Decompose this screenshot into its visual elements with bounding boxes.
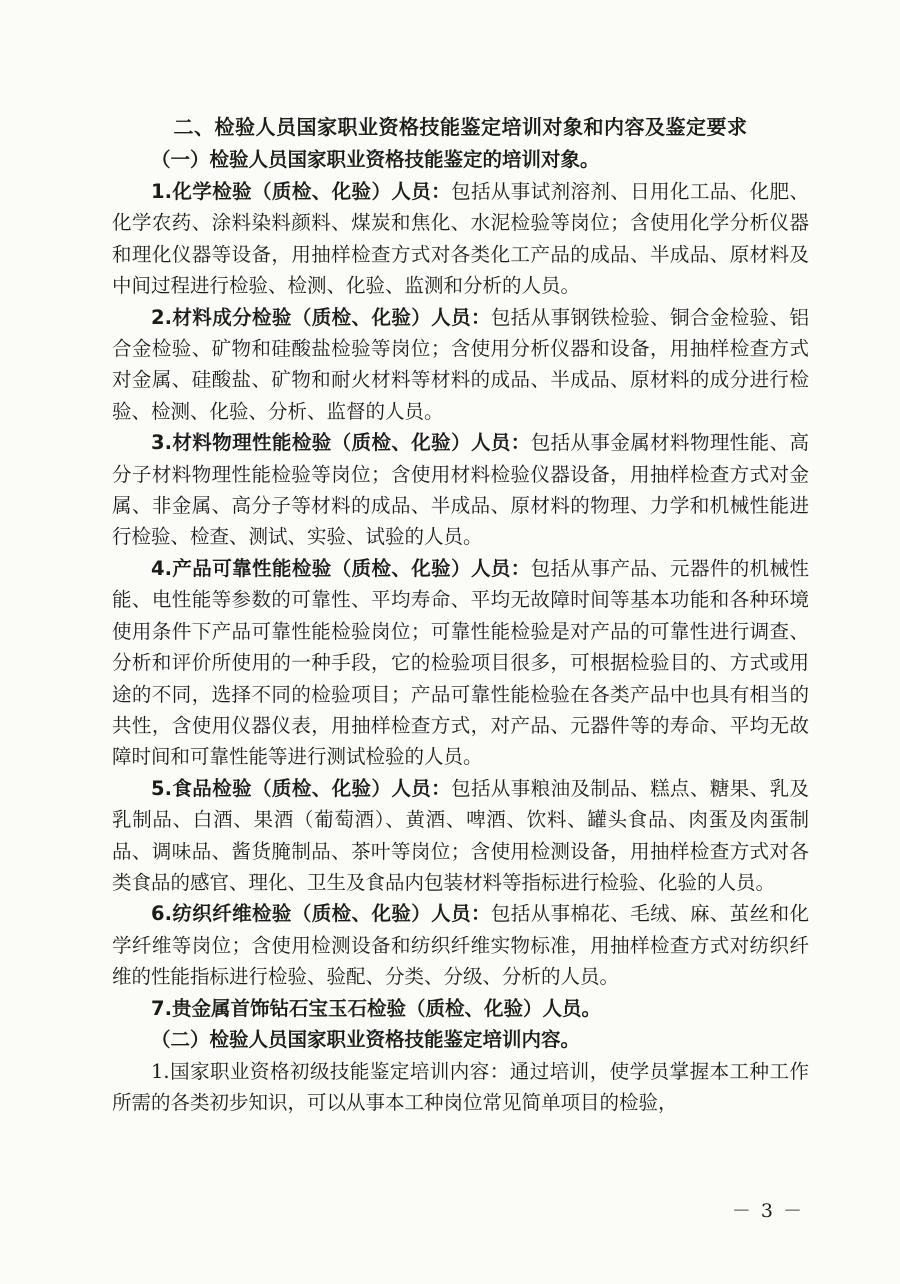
- list-item: [112, 427, 809, 553]
- item-body: 包括从事钢铁检验、铜合金检验、铝合金检验、矿物和硅酸盐检验等岗位；含使用分析仪器和设备，用抽样检查方式对金属、硅酸盐、矿物和耐火材料等材料的成品、半成品、原材料的成分进行检验、检测、化验、分析、监督的人员。: [112, 305, 809, 423]
- item-lead: 1.国家职业资格初级技能鉴定培训内容：: [151, 1059, 510, 1083]
- item-lead: 2.材料成分检验（质检、化验）人员：: [151, 305, 491, 329]
- section-title: 二、检验人员国家职业资格技能鉴定培训对象和内容及鉴定要求: [173, 115, 748, 139]
- item-lead: 4.产品可靠性能检验（质检、化验）人员：: [151, 556, 531, 580]
- item-lead: 5.食品检验（质检、化验）人员：: [151, 776, 452, 800]
- list-item: [112, 176, 809, 302]
- item-lead: 1.化学检验（质检、化验）人员：: [151, 180, 452, 203]
- item-body: 包括从事棉花、毛绒、麻、茧丝和化学纤维等岗位；含使用检测设备和纺织纤维实物标准，用抽样检查方式对纺织纤维的性能指标进行检验、验配、分类、分级、分析的人员。: [112, 902, 809, 989]
- subsection-title-training-content: （二）检验人员国家职业资格技能鉴定培训内容。: [151, 1027, 581, 1051]
- subsection-title-training-targets: （一）检验人员国家职业资格技能鉴定的培训对象。: [151, 148, 600, 171]
- item-body: 包括从事产品、元器件的机械性能、电性能等参数的可靠性、平均寿命、平均无故障时间等基本功能和各种环境使用条件下产品可靠性能检验岗位；可靠性能检验是对产品的可靠性进行调查、分析和评价所使用的一种手段，它的检验项目很多，可根据检验目的、方式或用途的不同，选择不同的检验项目；产品可靠性能检验在各类产品中也具有相当的共性，含使用仪器仪表，用抽样检查方式，对产品、元器件等的寿命、平均无故障时间和可靠性能等进行测试检验的人员。: [112, 556, 809, 769]
- item-lead: 3.材料物理性能检验（质检、化验）人员：: [151, 431, 531, 455]
- item-lead: 6.纺织纤维检验（质检、化验）人员：: [151, 902, 491, 926]
- list-item: [112, 1056, 809, 1119]
- page-number: － 3 －: [731, 1200, 804, 1222]
- list-item: [112, 302, 809, 428]
- item-body: 包括从事粮油及制品、糕点、糖果、乳及乳制品、白酒、果酒（葡萄酒）、黄酒、啤酒、饮料、罐头食品、肉蛋及肉蛋制品、调味品、酱货腌制品、茶叶等岗位；含使用检测设备，用抽样检查方式对各类食品的感官、理化、卫生及食品内包装材料等指标进行检验、化验的人员。: [112, 776, 809, 894]
- item-body: 通过培训，使学员掌握本工种工作所需的各类初步知识，可以从事本工种岗位常见简单项目的检验，: [112, 1059, 809, 1115]
- item-body: 包括从事金属材料物理性能、高分子材料物理性能检验等岗位；含使用材料检验仪器设备，用抽样检查方式对金属、非金属、高分子等材料的成品、半成品、原材料的物理、力学和机械性能进行检验、检查、测试、实验、试验的人员。: [112, 431, 809, 549]
- list-item: [112, 553, 809, 773]
- list-item: [112, 993, 809, 1024]
- item-lead: 7.贵金属首饰钻石宝玉石检验（质检、化验）人员。: [151, 996, 601, 1020]
- item-body: 包括从事试剂溶剂、日用化工品、化肥、化学农药、涂料染料颜料、煤炭和焦化、水泥检验等岗位；含使用化学分析仪器和理化仪器等设备，用抽样检查方式对各类化工产品的成品、半成品、原材料及中间过程进行检验、检测、化验、监测和分析的人员。: [112, 180, 809, 298]
- list-item: [112, 898, 809, 992]
- document-page: [112, 110, 809, 1119]
- list-item: [112, 773, 809, 899]
